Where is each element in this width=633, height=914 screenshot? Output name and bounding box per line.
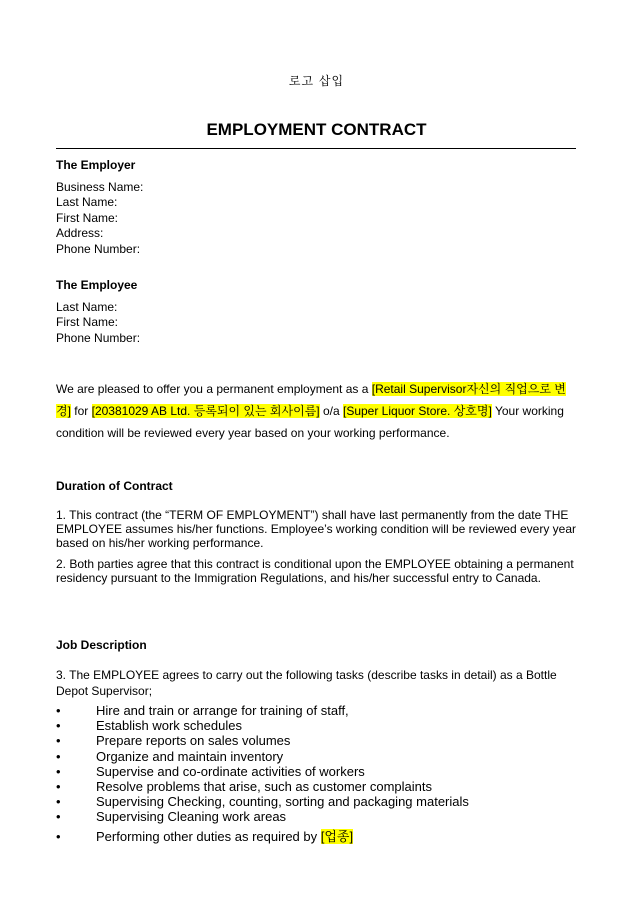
offer-text-3: o/a — [319, 404, 343, 418]
employer-address-field: Address: — [56, 226, 104, 240]
job-description-clause-3: 3. The EMPLOYEE agrees to carry out the following tasks (describe tasks in detail) as a Bottle Depot Supervisor; — [56, 667, 557, 698]
list-item: • Organize and maintain inventory — [56, 748, 284, 764]
list-item: • Supervising Cleaning work areas — [56, 809, 287, 825]
title-divider — [56, 148, 576, 149]
employer-last-name-field: Last Name: — [56, 195, 118, 209]
job-title-placeholder: [Retail Supervisor자신의 직업으로 변경] — [56, 382, 566, 418]
employer-first-name-field: First Name: — [56, 210, 119, 225]
bullet-icon: • — [56, 718, 61, 734]
employer-business-name-field: Business Name: — [56, 179, 144, 194]
list-item: • Performing other duties as required by [업종] — [56, 828, 354, 844]
industry-placeholder: [업종] — [320, 828, 354, 844]
duration-clause-1: 1. This contract (the “TERM OF EMPLOYMENT”) shall have last permanently from the date THE EMPLOYEE assumes his/her functions. Employee’s working condition will be reviewed every year based on his/her working performance. — [56, 507, 577, 550]
employee-first-name-field: First Name: — [56, 315, 119, 329]
bullet-icon: • — [56, 809, 61, 825]
bullet-icon: • — [56, 763, 61, 779]
employer-heading: The Employer — [56, 158, 136, 172]
offer-paragraph — [56, 378, 576, 444]
list-item: • Prepare reports on sales volumes — [56, 733, 291, 749]
duration-heading: Duration of Contract — [56, 479, 173, 493]
bullet-icon: • — [56, 779, 61, 795]
company-name-placeholder: [20381029 AB Ltd. 등록되이 있는 회사이름] — [91, 404, 320, 418]
offer-text-1: We are pleased to offer you a permanent employment as a — [56, 382, 372, 396]
trade-name-placeholder: [Super Liquor Store. 상호명] — [342, 404, 492, 418]
employee-phone-field: Phone Number: — [56, 330, 141, 345]
job-description-section — [56, 638, 576, 699]
duration-section — [56, 479, 576, 585]
offer-text-4: Your working condition will be reviewed every year based on your working performance. — [56, 404, 564, 440]
task-list — [56, 703, 586, 844]
employee-section — [56, 278, 576, 346]
bullet-icon: • — [56, 794, 61, 810]
offer-text-2: for — [70, 404, 92, 418]
logo-placeholder: 로고 삽입 — [288, 74, 345, 88]
bullet-icon: • — [56, 703, 61, 718]
document-title: EMPLOYMENT CONTRACT — [206, 120, 427, 139]
employer-section — [56, 158, 576, 257]
list-item: • Supervising Checking, counting, sorting and packaging materials — [56, 794, 469, 810]
bullet-icon: • — [56, 748, 61, 764]
list-item: • Supervise and co-ordinate activities of workers — [56, 763, 365, 779]
list-item: • Resolve problems that arise, such as customer complaints — [56, 779, 432, 795]
employee-heading: The Employee — [56, 278, 138, 292]
employer-phone-field: Phone Number: — [56, 241, 141, 256]
duration-clause-2: 2. Both parties agree that this contract is conditional upon the EMPLOYEE obtaining a permanent residency pursuant to the Immigration Regulations, and his/her successful entry to Canada. — [56, 556, 574, 585]
employee-last-name-field: Last Name: — [56, 299, 118, 314]
list-item: • Establish work schedules — [56, 718, 242, 734]
bullet-icon: • — [56, 733, 61, 749]
bullet-icon: • — [56, 828, 61, 844]
list-item: • Hire and train or arrange for training of staff, — [56, 703, 349, 718]
job-description-heading: Job Description — [56, 638, 147, 652]
